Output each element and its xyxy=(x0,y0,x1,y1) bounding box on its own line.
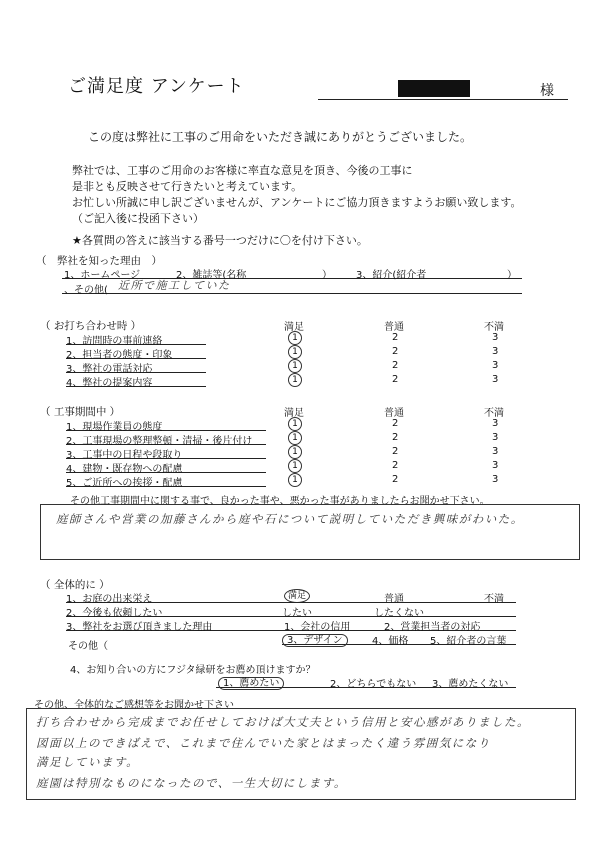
q3-item-4: 4、建物・既存物への配慮 xyxy=(66,464,183,475)
q4-item-1: 1、お庭の出来栄え xyxy=(66,594,153,605)
circled-choice: 1 xyxy=(288,473,302,487)
circled-choice: 1 xyxy=(288,431,302,445)
q5-question: 4、お知り合いの方にフジタ緑研をお薦め頂けますか？ xyxy=(70,665,316,676)
q2-heading: （ お打ち合わせ時 ） xyxy=(40,320,142,332)
q5-option-2[interactable]: 2、どちらでもない xyxy=(330,679,417,690)
q2-row-4-choice-3[interactable]: 3 xyxy=(492,374,499,385)
q2-item-3: 3、弊社の電話対応 xyxy=(66,364,153,375)
q3-scale-dissatisfied: 不満 xyxy=(484,408,504,419)
q2-scale-dissatisfied: 不満 xyxy=(484,322,504,333)
q3-scale-satisfied: 満足 xyxy=(284,408,304,419)
q3-item-2: 2、工事現場の整理整頓・清掃・後片付け xyxy=(66,436,253,447)
q1-other-label: 、その他( xyxy=(64,285,108,296)
q5-option-3[interactable]: 3、薦めたくない xyxy=(432,679,509,690)
customer-name-redaction xyxy=(398,80,470,97)
circled-choice: 1 xyxy=(288,331,302,345)
q3-item-3: 3、工事中の日程や段取り xyxy=(66,450,183,461)
q3-row-1 xyxy=(66,418,266,431)
circled-choice: 1 xyxy=(288,459,302,473)
q2-row-1-choice-3[interactable]: 3 xyxy=(492,332,499,343)
instruction: ★各質問の答えに該当する番号一つだけに〇を付け下さい。 xyxy=(72,234,368,247)
q5-option-1-wrap[interactable] xyxy=(218,674,284,689)
q1-option-2[interactable]: 2、雑誌等(名称 xyxy=(176,270,247,281)
final-answer-line-3: 満足しています。 xyxy=(36,755,140,769)
q4-row-1 xyxy=(66,590,516,603)
q4-item-3: 3、弊社をお選び頂きました理由 xyxy=(66,622,213,633)
q3-item-1: 1、現場作業員の態度 xyxy=(66,422,163,433)
q4-scale-satisfied: 満足 xyxy=(284,589,310,603)
customer-name-line xyxy=(318,99,568,100)
q2-row-1-choice-1[interactable] xyxy=(288,331,302,345)
q4-item-2-yes[interactable]: したい xyxy=(282,608,312,619)
q2-row-3 xyxy=(66,360,206,373)
q3-row-4-choice-3[interactable]: 3 xyxy=(492,460,499,471)
q2-scale-normal: 普通 xyxy=(384,322,404,333)
q3-row-5-choice-1[interactable] xyxy=(288,473,302,487)
circled-choice: 1 xyxy=(288,373,302,387)
q3-row-5 xyxy=(66,474,266,487)
q3-row-4-choice-1[interactable] xyxy=(288,459,302,473)
honorific: 様 xyxy=(540,83,554,99)
q2-row-2-choice-3[interactable]: 3 xyxy=(492,346,499,357)
q2-row-3-choice-3[interactable]: 3 xyxy=(492,360,499,371)
q2-item-2: 2、担当者の態度・印象 xyxy=(66,350,173,361)
q4-item-2: 2、今後も依頼したい xyxy=(66,608,163,619)
q3-comment-prompt: その他工事期間中に関する事で、良かった事や、悪かった事がありましたらお聞かせ下さい。 xyxy=(70,496,490,507)
q2-item-4: 4、弊社の提案内容 xyxy=(66,378,153,389)
q3-comment-answer: 庭師さんや営業の加藤さんから庭や石について説明していただき興味がわいた。 xyxy=(56,512,524,526)
q1-option-1[interactable]: 1、ホームページ xyxy=(64,270,141,281)
q3-row-3 xyxy=(66,446,266,459)
final-answer-line-1: 打ち合わせから完成までお任せしておけば大丈夫という信用と安心感がありました。 xyxy=(36,715,530,729)
q3-scale-normal: 普通 xyxy=(384,408,404,419)
q3-row-4-choice-2[interactable]: 2 xyxy=(392,460,399,471)
q3-row-2 xyxy=(66,432,266,445)
q3-row-2-choice-3[interactable]: 3 xyxy=(492,432,499,443)
q2-row-2-choice-1[interactable] xyxy=(288,345,302,359)
q4-reason-4[interactable]: 4、価格 xyxy=(372,636,409,647)
q3-row-4 xyxy=(66,460,266,473)
q4-other: その他（ xyxy=(68,641,108,652)
q4-reason-3: 3、デザイン xyxy=(282,634,348,647)
page-title: ご満足度 アンケート xyxy=(68,76,245,97)
q2-scale-satisfied: 満足 xyxy=(284,322,304,333)
q3-row-3-choice-2[interactable]: 2 xyxy=(392,446,399,457)
q2-row-2-choice-2[interactable]: 2 xyxy=(392,346,399,357)
q3-item-5: 5、ご近所への挨拶・配慮 xyxy=(66,478,183,489)
q4-reason-3-wrap[interactable] xyxy=(282,631,348,646)
q2-row-1-choice-2[interactable]: 2 xyxy=(392,332,399,343)
q3-row-5-choice-3[interactable]: 3 xyxy=(492,474,499,485)
q1-close-paren-2: ） xyxy=(507,270,517,281)
intro-line-1: 弊社では、工事のご用命のお客様に率直な意見を頂き、今後の工事に xyxy=(72,164,413,177)
q1-option-3[interactable]: 3、紹介(紹介者 xyxy=(356,270,427,281)
q4-reason-1[interactable]: 1、会社の信用 xyxy=(284,622,351,633)
greeting: この度は弊社に工事のご用命をいただき誠にありがとうございました。 xyxy=(88,130,473,144)
q1-close-paren: ） xyxy=(322,270,332,281)
q4-reason-2[interactable]: 2、営業担当者の対応 xyxy=(384,622,481,633)
q1-other-answer[interactable]: 近所で施工していた xyxy=(118,279,231,292)
circled-choice: 1 xyxy=(288,445,302,459)
q5-option-1: 1、薦めたい xyxy=(218,677,284,690)
circled-choice: 1 xyxy=(288,417,302,431)
q4-scale-dissatisfied: 不満 xyxy=(484,594,504,605)
q4-item-2-no[interactable]: したくない xyxy=(374,608,424,619)
intro-line-4: （ご記入後に投函下さい） xyxy=(72,212,204,225)
q3-row-3-choice-1[interactable] xyxy=(288,445,302,459)
q4-heading: （ 全体的に ） xyxy=(40,579,110,591)
q2-row-4 xyxy=(66,374,206,387)
q3-row-1-choice-1[interactable] xyxy=(288,417,302,431)
q4-scale-normal: 普通 xyxy=(384,594,404,605)
q2-row-4-choice-2[interactable]: 2 xyxy=(392,374,399,385)
q2-row-1 xyxy=(66,332,206,345)
circled-choice: 1 xyxy=(288,359,302,373)
q2-row-3-choice-1[interactable] xyxy=(288,359,302,373)
final-answer-line-2: 図面以上のできばえで、これまで住んでいた家とはまったく違う雰囲気になり xyxy=(36,736,491,750)
q3-row-2-choice-1[interactable] xyxy=(288,431,302,445)
q3-row-5-choice-2[interactable]: 2 xyxy=(392,474,399,485)
final-answer-line-4: 庭園は特別なものになったので、一生大切にします。 xyxy=(36,776,347,790)
q1-heading: （ 弊社を知った理由 ） xyxy=(36,255,162,267)
intro-line-3: お忙しい所誠に申し訳ございませんが、アンケートにご協力頂きますようお願い致します。 xyxy=(72,196,522,209)
q2-item-1: 1、訪問時の事前連絡 xyxy=(66,336,163,347)
q4-reason-5[interactable]: 5、紹介者の言葉 xyxy=(430,636,507,647)
intro-line-2: 是非とも反映させて行きたいと考えています。 xyxy=(72,180,303,193)
q2-row-4-choice-1[interactable] xyxy=(288,373,302,387)
q3-row-1-choice-2[interactable]: 2 xyxy=(392,418,399,429)
final-prompt: その他、全体的なご感想等をお聞かせ下さい xyxy=(34,700,234,711)
q2-row-2 xyxy=(66,346,206,359)
q3-row-3-choice-3[interactable]: 3 xyxy=(492,446,499,457)
q3-heading: （ 工事期間中 ） xyxy=(40,406,121,418)
circled-choice: 1 xyxy=(288,345,302,359)
q3-row-1-choice-3[interactable]: 3 xyxy=(492,418,499,429)
q3-row-2-choice-2[interactable]: 2 xyxy=(392,432,399,443)
q2-row-3-choice-2[interactable]: 2 xyxy=(392,360,399,371)
